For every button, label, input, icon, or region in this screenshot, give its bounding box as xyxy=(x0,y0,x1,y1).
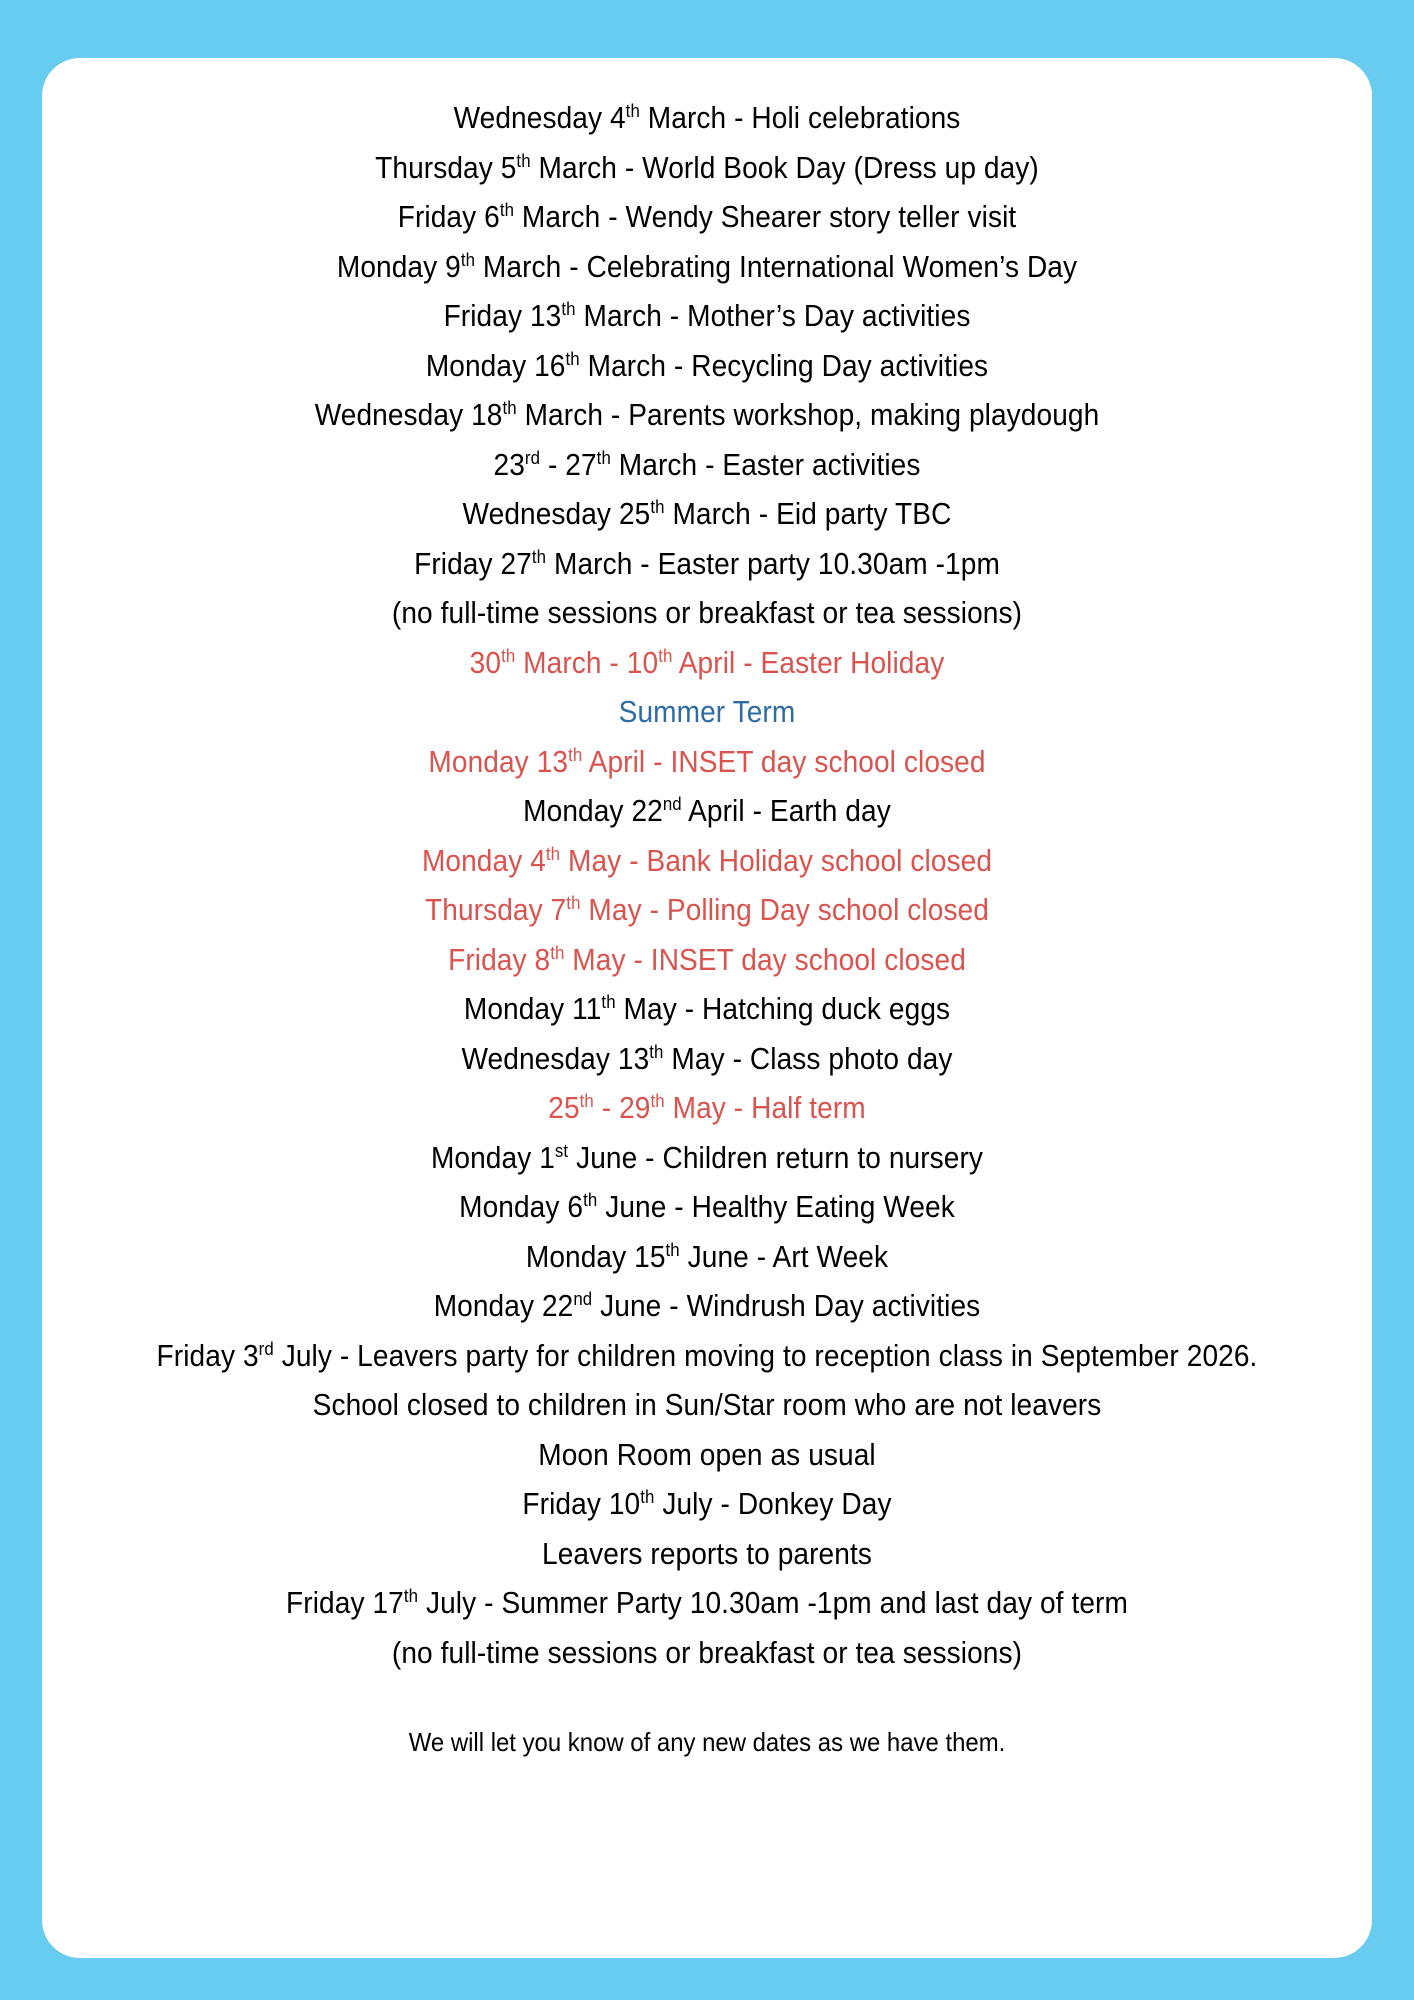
date-line: Friday 10th July - Donkey Day xyxy=(522,1485,892,1521)
date-line: Friday 3rd July - Leavers party for children moving to reception class in September 2026. School closed to children in Sun/Star room who are not leavers xyxy=(156,1337,1258,1422)
date-line: Monday 22nd June - Windrush Day activities xyxy=(433,1287,981,1323)
date-line: Friday 8th May - INSET day school closed xyxy=(448,941,966,977)
date-line: Monday 15th June - Art Week xyxy=(525,1238,889,1274)
term-dates-list xyxy=(86,94,1328,1678)
date-line: Summer Term xyxy=(618,695,796,729)
date-line: (no full-time sessions or breakfast or tea sessions) xyxy=(391,1635,1023,1670)
date-line: Wednesday 13th May - Class photo day xyxy=(461,1040,953,1076)
date-line: Wednesday 25th March - Eid party TBC xyxy=(462,495,952,531)
date-line: Monday 9th March - Celebrating International Women’s Day xyxy=(336,248,1078,284)
footer-note: We will let you know of any new dates as we have them. xyxy=(408,1727,1006,1757)
date-line: Wednesday 4th March - Holi celebrations xyxy=(453,99,961,135)
date-line: Friday 13th March - Mother’s Day activities xyxy=(443,297,971,333)
date-line: Monday 22nd April - Earth day xyxy=(523,792,891,828)
date-line: Monday 1st June - Children return to nursery xyxy=(430,1139,984,1175)
date-line: Leavers reports to parents xyxy=(542,1536,872,1571)
date-line: Monday 16th March - Recycling Day activities xyxy=(425,347,989,383)
date-line: Monday 4th May - Bank Holiday school closed xyxy=(421,842,993,878)
date-line: Wednesday 18th March - Parents workshop, making playdough xyxy=(314,396,1100,432)
date-line: Thursday 7th May - Polling Day school closed xyxy=(425,891,989,927)
date-line: Friday 27th March - Easter party 10.30am -1pm xyxy=(414,545,1000,581)
footer-spacer xyxy=(86,1678,1328,1722)
date-line: Moon Room open as usual xyxy=(538,1437,876,1472)
date-line: Monday 11th May - Hatching duck eggs xyxy=(463,990,951,1026)
date-line: Monday 13th April - INSET day school closed xyxy=(428,743,986,779)
date-line: Thursday 5th March - World Book Day (Dress up day) xyxy=(375,149,1039,185)
term-dates-card xyxy=(42,58,1372,1958)
date-line: Friday 6th March - Wendy Shearer story teller visit xyxy=(397,198,1017,234)
date-line: Monday 6th June - Healthy Eating Week xyxy=(459,1188,955,1224)
date-line: 23rd - 27th March - Easter activities xyxy=(493,446,921,482)
date-line: 30th March - 10th April - Easter Holiday xyxy=(469,644,945,680)
date-line: (no full-time sessions or breakfast or tea sessions) xyxy=(391,596,1023,630)
date-line: 25th - 29th May - Half term xyxy=(548,1089,866,1125)
date-line: Friday 17th July - Summer Party 10.30am -1pm and last day of term xyxy=(286,1584,1128,1620)
